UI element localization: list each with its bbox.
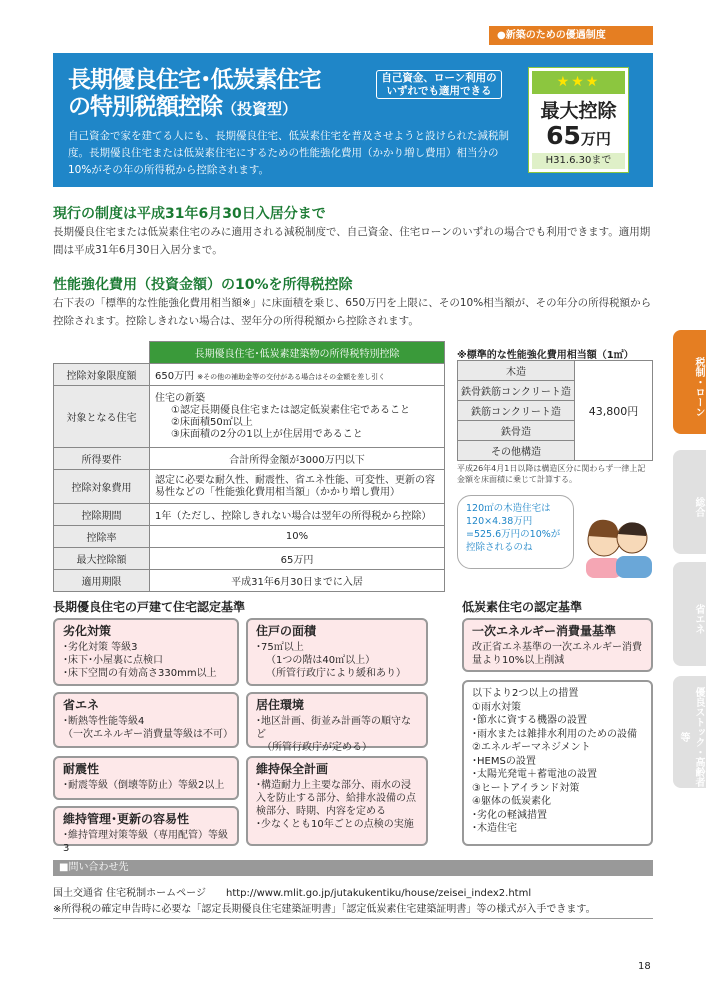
table-row: 控除対象限度額 650万円 ※その他の補助金等の交付がある場合はその金額を差し引く	[54, 364, 445, 386]
page-number: 18	[638, 961, 651, 972]
criteria-box: 住戸の面積 ･75㎡以上 （1つの階は40㎡以上） （所管行政庁により緩和あり）	[246, 618, 428, 686]
usage-badge: 自己資金、ローン利用の いずれでも適用できる	[376, 70, 502, 99]
category-bar: ●新築のための優遇制度	[489, 26, 653, 45]
long-term-heading: 長期優良住宅の戸建て住宅認定基準	[53, 600, 246, 614]
hero-description: 自己資金で家を建てる人にも、長期優良住宅、低炭素住宅を普及させようと設けられた減税制度。長期優良住宅または低炭素住宅にするための性能強化費用（かかり増し費用）相当分の10%がその年の所得税から控除されます。	[68, 130, 509, 176]
deduction-table	[53, 341, 445, 592]
table-row: 適用期限 平成31年6月30日までに入居	[54, 570, 445, 592]
std-cost-table: 木造 43,800円 鉄骨鉄筋コンクリート造 鉄筋コンクリート造 鉄骨造 その他構造	[457, 360, 653, 461]
tab-tax-loan[interactable]: 税制・ローン	[673, 330, 706, 434]
deduct-amount: 65万円	[546, 121, 611, 150]
max-deduction-box	[529, 68, 628, 172]
section1-heading: 現行の制度は平成31年6月30日入居分まで	[53, 206, 326, 222]
table-row: 控除期間 1年（ただし、控除しきれない場合は翌年の所得税から控除）	[54, 504, 445, 526]
std-table-note: 平成26年4月1日以降は構造区分に関わらず一律上記金額を床面積に乗じて計算する。	[457, 464, 646, 484]
criteria-box: 維持管理･更新の容易性 ･維持管理対策等級（専用配管）等級3	[53, 806, 239, 846]
criteria-box: 省エネ ･断熱等性能等級4 （一次エネルギー消費量等級は不可）	[53, 692, 239, 748]
couple-illustration	[580, 500, 653, 578]
contact-heading: ■問い合わせ先	[53, 860, 653, 876]
deduct-label: 最大控除	[540, 100, 617, 122]
measures-box: 以下より2つ以上の措置 ①雨水対策 ･節水に資する機器の設置 ･雨水または雑排水利用のための設備 ②エネルギーマネジメント ･HEMSの設置 ･太陽光発電＋蓄電池の設置 ③ヒートアイランド対策 ④躯体の低炭素化 ･劣化の軽減措置 ･木造住宅	[462, 680, 653, 846]
table-row: 所得要件 合計所得金額が3000万円以下	[54, 448, 445, 470]
section2-body: 右下表の「標準的な性能強化費用相当額※」に床面積を乗じ、650万円を上限に、その10%相当額が、その年分の所得税額から控除されます。控除しきれない場合は、翌年分の所得税額から控除されます。	[53, 297, 652, 327]
divider	[53, 918, 653, 919]
deadline: H31.6.30まで	[532, 153, 625, 169]
tab-energy[interactable]: 省エネ	[673, 562, 706, 666]
table-row: 最大控除額 65万円	[54, 548, 445, 570]
hero-panel	[53, 53, 653, 187]
speech-bubble: 120㎡の木造住宅は120×4.38万円=525.6万円の10%が控除されるのね	[457, 495, 574, 569]
std-table-title: ※標準的な性能強化費用相当額（1㎡）	[457, 350, 634, 361]
tab-stock-elderly[interactable]: 優良ストック・高齢者等	[673, 676, 706, 788]
criteria-box: 耐震性 ･耐震等級（倒壊等防止）等級2以上	[53, 756, 239, 800]
table-row: 控除対象費用 認定に必要な耐久性、耐震性、省エネ性能、可変性、更新の容易性などの「性能強化費用相当額」（かかり増し費用）	[54, 470, 445, 504]
table-header: 長期優良住宅･低炭素建築物の所得税特別控除	[150, 342, 445, 364]
table-row: 控除率 10%	[54, 526, 445, 548]
table-row: 対象となる住宅 住宅の新築 ①認定長期優良住宅または認定低炭素住宅であること ②床面積50㎡以上 ③床面積の2分の1以上が住居用であること	[54, 386, 445, 448]
low-carbon-heading: 低炭素住宅の認定基準	[462, 600, 583, 614]
contact-note: ※所得税の確定申告時に必要な「認定長期優良住宅建築証明書」「認定低炭素住宅建築証明書」等の様式が入手できます。	[53, 904, 596, 915]
section2-heading: 性能強化費用（投資金額）の10%を所得税控除	[53, 277, 353, 293]
hero-title: 長期優良住宅･低炭素住宅 の特別税額控除（投資型）	[68, 67, 321, 120]
std-amount: 43,800円	[575, 361, 653, 461]
tab-general[interactable]: 総合	[673, 450, 706, 554]
criteria-box: 維持保全計画 ･構造耐力上主要な部分、雨水の浸入を防止する部分、給排水設備の点検部分、時期、内容を定める ･少なくとも10年ごとの点検の実施	[246, 756, 428, 846]
rating-stars: ★★★	[532, 71, 625, 94]
section1-body: 長期優良住宅または低炭素住宅のみに適用される減税制度で、自己資金、住宅ローンのいずれの場合でも利用できます。適用期間は平成31年6月30日入居分まで。	[53, 226, 651, 256]
contact-url[interactable]: 国土交通省 住宅税制ホームページ http://www.mlit.go.jp/jutakukentiku/house/zeisei_index2.html	[53, 888, 532, 899]
criteria-box: 居住環境 ･地区計画、街並み計画等の順守など （所管行政庁が定める）	[246, 692, 428, 748]
criteria-box: 劣化対策 ･劣化対策 等級3 ･床下･小屋裏に点検口 ･床下空間の有効高さ330mm以上	[53, 618, 239, 686]
energy-box: 一次エネルギー消費量基準 改正省エネ基準の一次エネルギー消費量より10%以上削減	[462, 618, 653, 672]
